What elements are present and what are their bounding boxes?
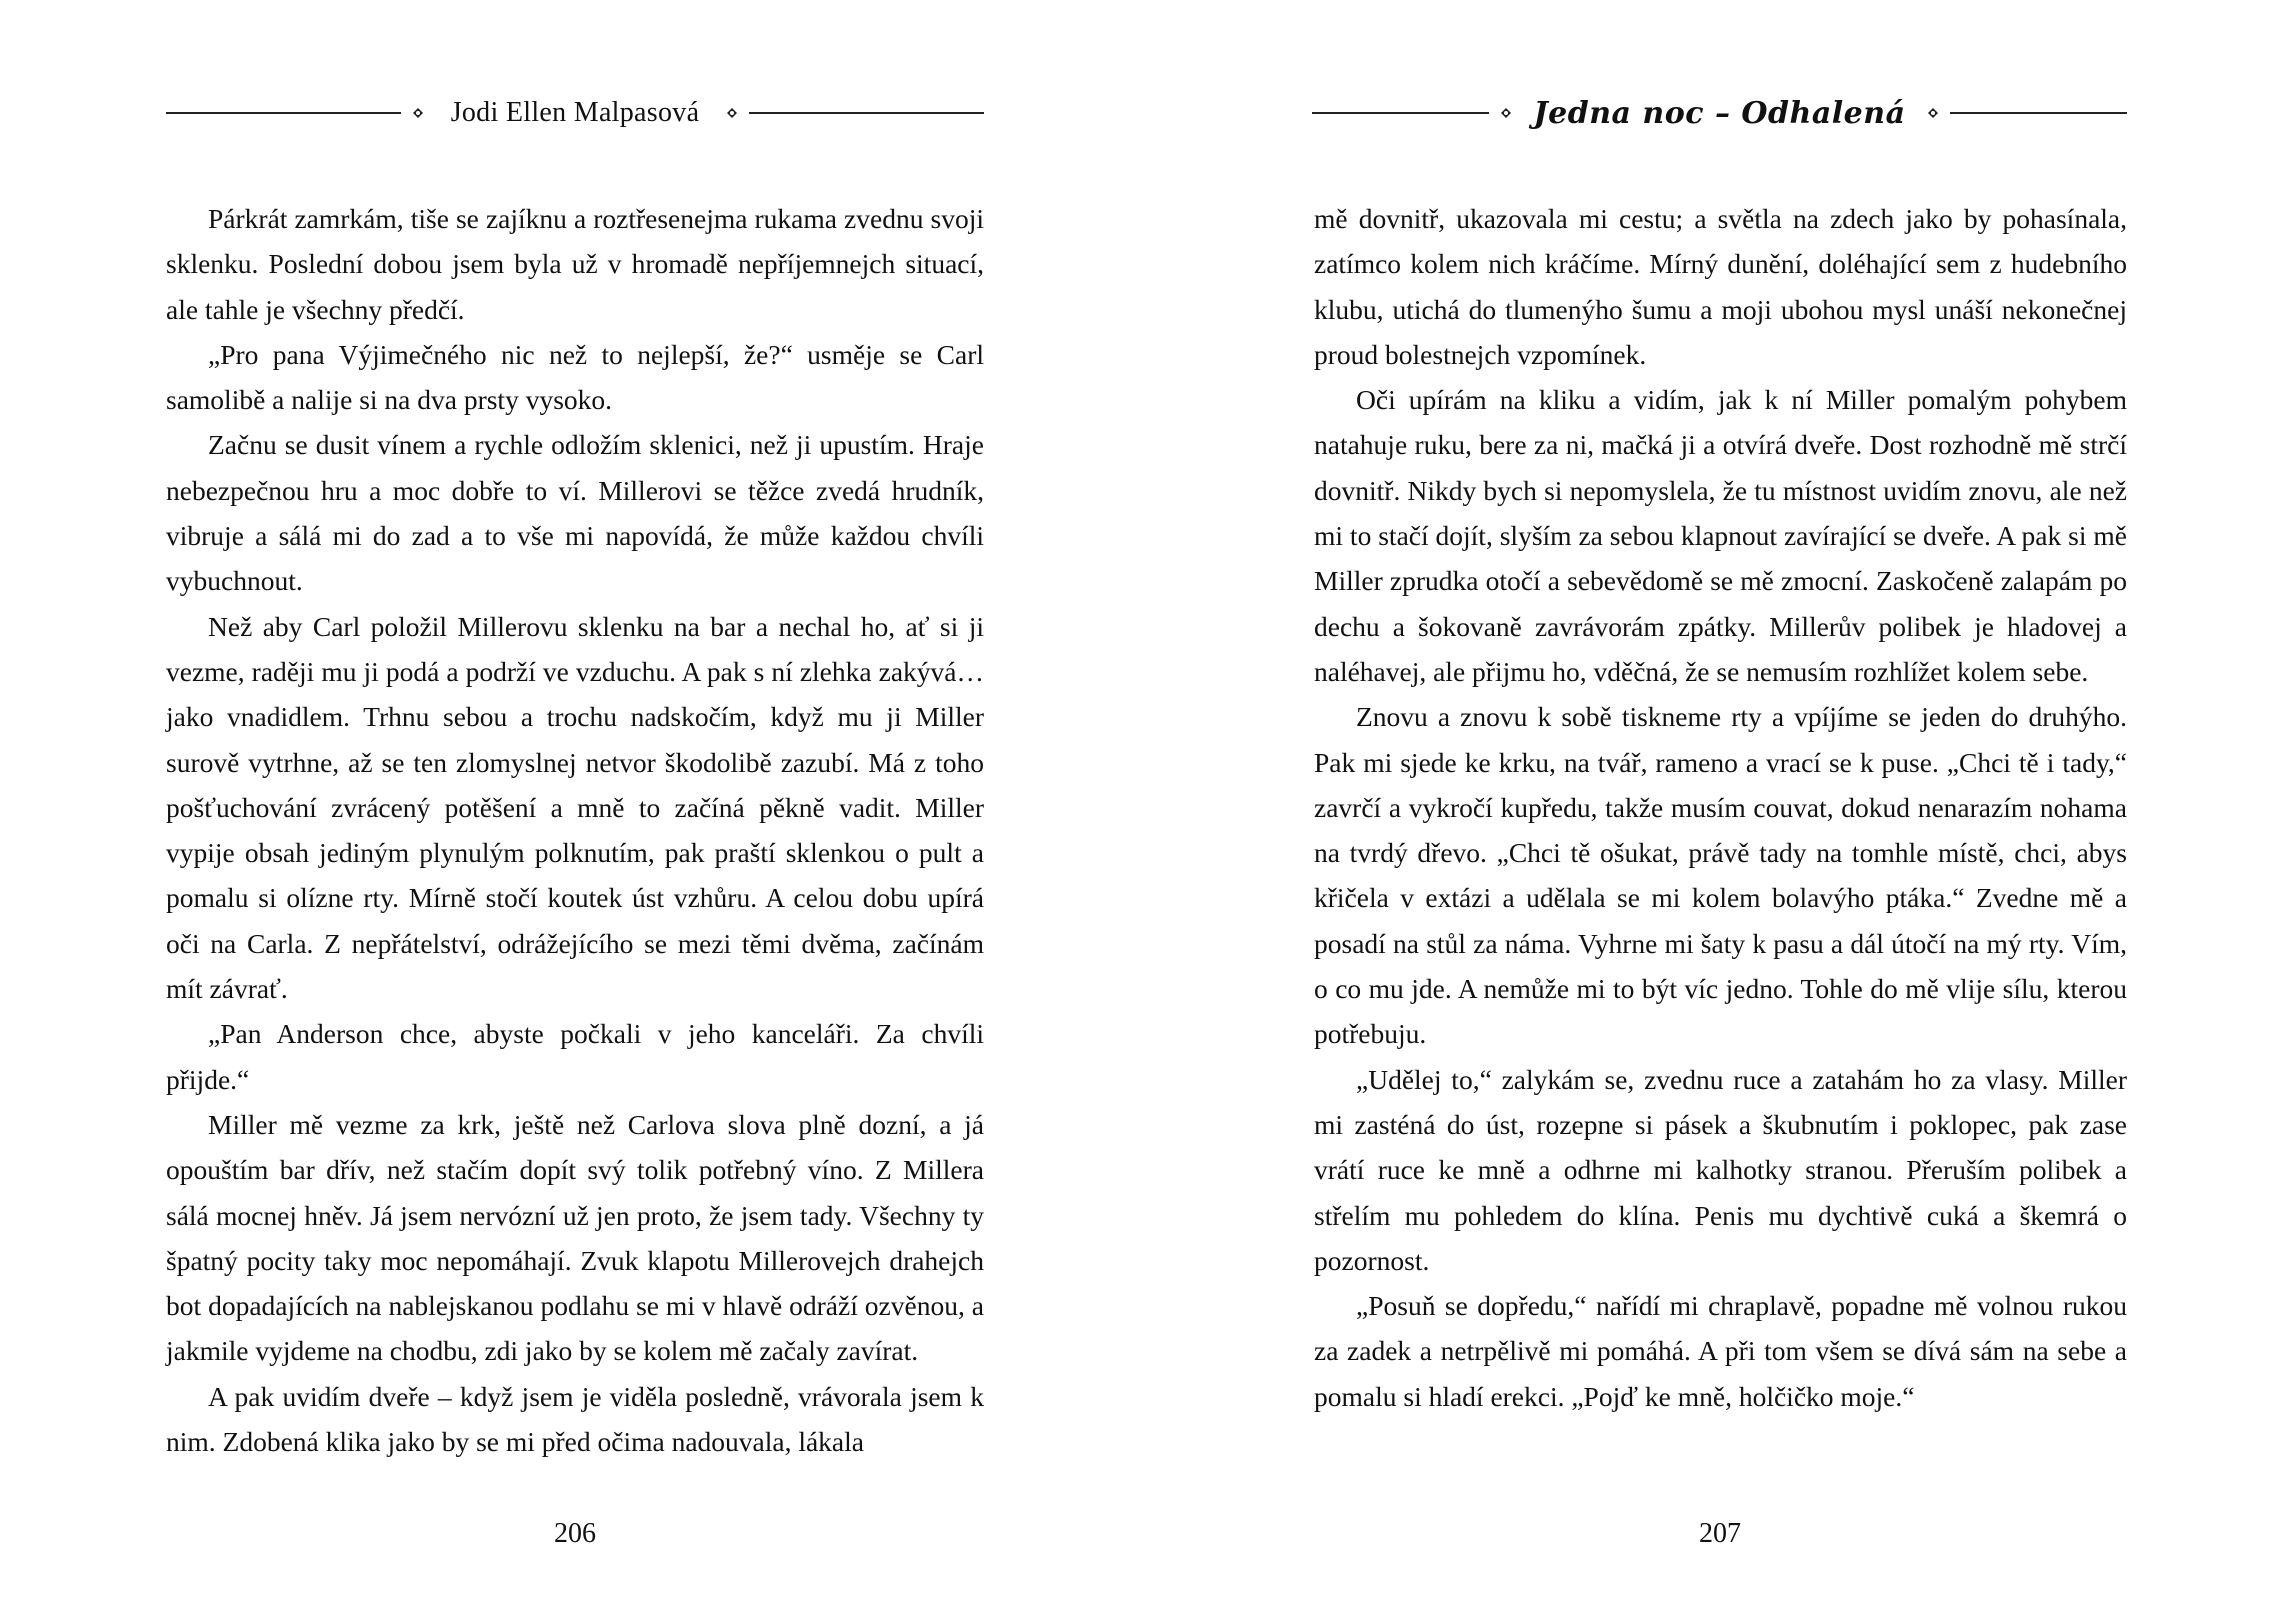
paragraph: Znovu a znovu k sobě tiskneme rty a vpíjíme se jeden do druhýho. Pak mi sjede ke krku, na tvář, rameno a vrací se k puse. „Chci tě i tady,“ zavrčí a vykročí kupředu, takže musím couvat, dokud nenarazím nohama na tvrdý dřevo. „Chci tě ošukat, právě tady na tomhle místě, chci, abys křičela v extázi a udělala se mi kolem bolavýho ptáka.“ Zvedne mě a posadí na stůl za náma. Vyhrne mi šaty k pasu a dál útočí na mý rty. Vím, o co mu jde. A nemůže mi to být víc jedno. Tohle do mě vlije sílu, kterou potřebuju. xyxy=(1314,701,2127,1050)
paragraph: Párkrát zamrkám, tiše se zajíknu a roztřesenejma rukama zvednu svoji sklenku. Poslední dobou jsem byla už v hromadě nepříjemnejch situací, ale tahle je všechny předčí. xyxy=(166,203,984,325)
paragraph: Oči upírám na kliku a vidím, jak k ní Miller pomalým pohybem natahuje ruku, bere za ni, mačká ji a otvírá dveře. Dost rozhodně mě strčí dovnitř. Nikdy bych si nepomyslela, že tu místnost uvidím znovu, ale než mi to stačí dojít, slyším za sebou klapnout zavírající se dveře. A pak si mě Miller zprudka otočí a sebevědomě se mě zmocní. Zaskočeně zalapám po dechu a šokovaně zavrávorám zpátky. Millerův polibek je hladovej a naléhavej, ale přijmu ho, vděčná, že se nemusím rozhlížet kolem sebe. xyxy=(1314,384,2127,687)
page-number: 207 xyxy=(1699,1518,1741,1549)
left-body-text xyxy=(166,196,984,1464)
paragraph: „Posuň se dopředu,“ nařídí mi chraplavě, popadne mě volnou rukou za zadek a netrpělivě mi pomáhá. A při tom všem se dívá sám na sebe a pomalu si hladí erekci. „Pojď ke mně, holčičko moje.“ xyxy=(1314,1290,2127,1412)
paragraph: A pak uvidím dveře – když jsem je viděla posledně, vrávorala jsem k nim. Zdobená klika jako by se mi před očima nadouvala, lákala xyxy=(166,1380,984,1458)
header-rule-right xyxy=(749,112,984,114)
fleuron-ornament-icon xyxy=(1499,106,1513,120)
paragraph: mě dovnitř, ukazovala mi cestu; a světla na zdech jako by pohasínala, zatímco kolem nich kráčíme. Mírný dunění, doléhající sem z hudebního klubu, utichá do tlumenýho šumu a moji ubohou mysl unáší nekonečnej proud bolestnejch vzpomínek. xyxy=(1314,203,2127,370)
fleuron-ornament-icon xyxy=(411,106,425,120)
paragraph: Miller mě vezme za krk, ještě než Carlova slova plně dozní, a já opouštím bar dřív, než stačím dopít svý tolik potřebný víno. Z Millera sálá mocnej hněv. Já jsem nervózní už jen proto, že jsem tady. Všechny ty špatný pocity taky moc nepomáhají. Zvuk klapotu Millerovejch drahejch bot dopadajících na nablejskanou podlahu se mi v hlavě odráží ozvěnou, a jakmile vyjdeme na chodbu, zdi jako by se kolem mě začaly zavírat. xyxy=(166,1108,984,1367)
header-rule-left xyxy=(1312,112,1489,114)
paragraph: „Udělej to,“ zalykám se, zvednu ruce a zatahám ho za vlasy. Miller mi zasténá do úst, rozepne si pásek a škubnutím i poklopec, pak zase vrátí ruce ke mně a odhrne mi kalhotky stranou. Přeruším polibek a střelím mu pohledem do klína. Penis mu dychtivě cuká a škemrá o pozornost. xyxy=(1314,1063,2127,1276)
paragraph: Než aby Carl položil Millerovu sklenku na bar a nechal ho, ať si ji vezme, raději mu ji podá a podrží ve vzduchu. A pak s ní zlehka zakývá… jako vnadidlem. Trhnu sebou a trochu nadskočím, když mu ji Miller surově vytrhne, až se ten zlomyslnej netvor škodolibě zazubí. Má z toho pošťuchování zvrácený potěšení a mně to začíná pěkně vadit. Miller vypije obsah jediným plynulým polknutím, pak praští sklenkou o pult a pomalu si olízne rty. Mírně stočí koutek úst vzhůru. A celou dobu upírá oči na Carla. Z nepřátelství, odrážejícího se mezi těmi dvěma, začínám mít závrať. xyxy=(166,610,984,1005)
right-page xyxy=(1142,0,2284,1615)
header-rule-right xyxy=(1950,112,2127,114)
fleuron-ornament-icon xyxy=(1926,106,1940,120)
right-body-text xyxy=(1314,196,2127,1419)
page-number: 206 xyxy=(554,1518,596,1549)
right-running-header xyxy=(1312,88,2127,138)
left-running-header xyxy=(166,88,984,138)
paragraph: Začnu se dusit vínem a rychle odložím sklenici, než ji upustím. Hraje nebezpečnou hru a moc dobře to ví. Millerovi se těžce zvedá hrudník, vibruje a sálá mi do zad a to vše mi napovídá, že může každou chvíli vybuchnout. xyxy=(166,429,984,597)
running-head-title: Jedna noc – Odhalená xyxy=(1533,95,1906,131)
header-rule-left xyxy=(166,112,401,114)
paragraph: „Pan Anderson chce, abyste počkali v jeho kanceláři. Za chvíli přijde.“ xyxy=(166,1018,984,1095)
fleuron-ornament-icon xyxy=(725,106,739,120)
paragraph: „Pro pana Výjimečného nic než to nejlepší, že?“ usměje se Carl samolibě a nalije si na dva prsty vysoko. xyxy=(166,338,984,416)
running-head-author: Jodi Ellen Malpasová xyxy=(450,97,700,128)
